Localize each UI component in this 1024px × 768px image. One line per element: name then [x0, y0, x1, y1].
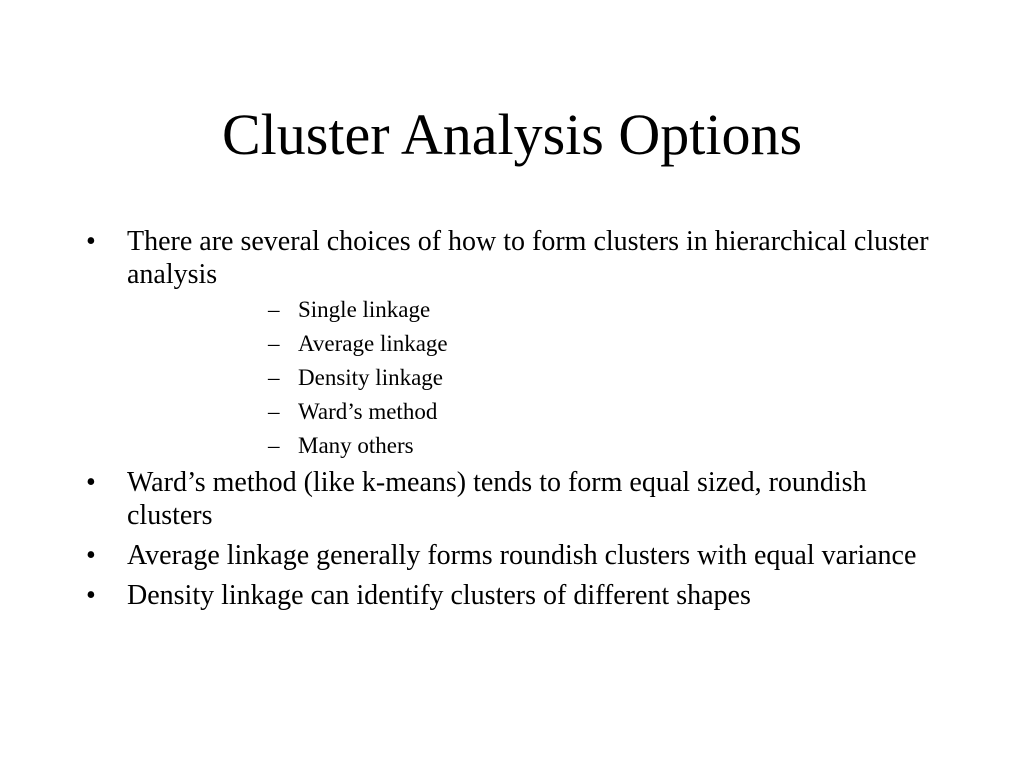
sub-marker: – — [268, 331, 280, 356]
sub-item — [127, 364, 934, 391]
bullet-marker: • — [86, 540, 96, 571]
sub-item — [127, 296, 934, 323]
bullet-item — [0, 539, 1024, 572]
sub-item-text: Average linkage — [298, 331, 448, 356]
bullet-item — [0, 466, 1024, 532]
bullet-text: Ward’s method (like k-means) tends to form equal sized, roundish clusters — [127, 467, 867, 531]
bullet-text: There are several choices of how to form clusters in hierarchical cluster analysis — [127, 226, 929, 290]
sub-marker: – — [268, 297, 280, 322]
bullet-marker: • — [86, 580, 96, 611]
sub-item — [127, 398, 934, 425]
bullet-text: Average linkage generally forms roundish clusters with equal variance — [127, 540, 917, 571]
sub-list — [127, 296, 934, 459]
slide-body — [0, 225, 1024, 619]
slide-title: Cluster Analysis Options — [221, 102, 803, 167]
bullet-text: Density linkage can identify clusters of different shapes — [127, 580, 751, 611]
sub-item-text: Density linkage — [298, 365, 443, 390]
sub-item-text: Ward’s method — [298, 399, 438, 424]
bullet-item — [0, 225, 1024, 459]
bullet-item — [0, 579, 1024, 612]
sub-marker: – — [268, 365, 280, 390]
sub-item — [127, 330, 934, 357]
sub-marker: – — [268, 399, 280, 424]
sub-item — [127, 432, 934, 459]
sub-item-text: Single linkage — [298, 297, 431, 322]
bullet-marker: • — [86, 226, 96, 257]
sub-marker: – — [268, 433, 280, 458]
bullet-marker: • — [86, 467, 96, 498]
sub-item-text: Many others — [298, 433, 414, 458]
